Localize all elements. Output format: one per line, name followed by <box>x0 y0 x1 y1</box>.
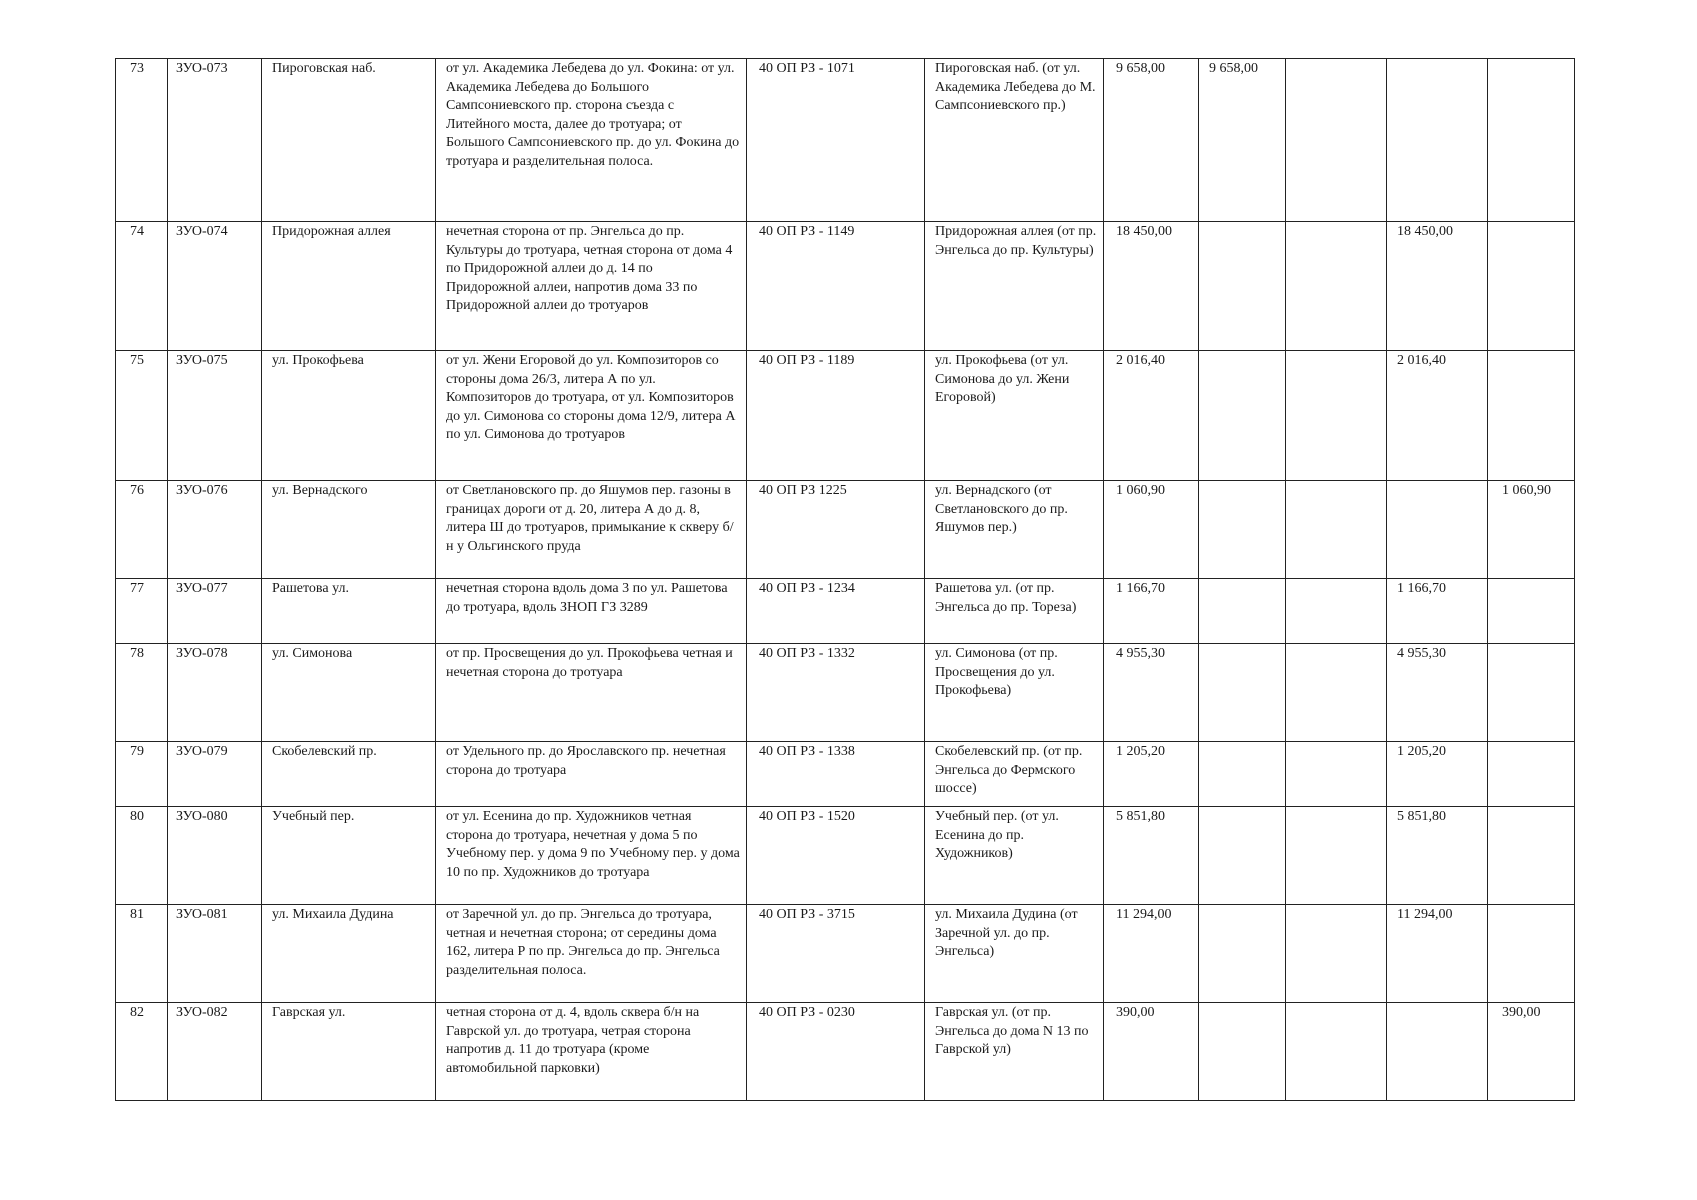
street-name: ул. Вернадского <box>262 481 436 579</box>
area-column-5 <box>1488 59 1575 222</box>
object-code: ЗУО-081 <box>168 905 262 1003</box>
road-section: Учебный пер. (от ул. Есенина до пр. Художников) <box>925 807 1104 905</box>
area-column-2 <box>1199 1003 1286 1101</box>
area-column-2 <box>1199 742 1286 807</box>
boundary-description: от ул. Есенина до пр. Художников четная сторона до тротуара, нечетная у дома 5 по Учебному пер. у дома 9 по Учебному пер. у дома 10 по пр. Художников до тротуара <box>436 807 747 905</box>
road-reference: 40 ОП РЗ - 1234 <box>747 579 925 644</box>
area-column-3 <box>1286 579 1387 644</box>
table-row <box>116 1003 1575 1101</box>
object-code: ЗУО-073 <box>168 59 262 222</box>
row-number: 76 <box>116 481 168 579</box>
table-row <box>116 59 1575 222</box>
row-number: 82 <box>116 1003 168 1101</box>
area-column-3 <box>1286 222 1387 351</box>
object-code: ЗУО-076 <box>168 481 262 579</box>
area-total: 4 955,30 <box>1104 644 1199 742</box>
street-name: ул. Симонова <box>262 644 436 742</box>
road-section: ул. Вернадского (от Светлановского до пр. Яшумов пер.) <box>925 481 1104 579</box>
area-total: 9 658,00 <box>1104 59 1199 222</box>
area-column-4 <box>1387 481 1488 579</box>
area-column-5: 390,00 <box>1488 1003 1575 1101</box>
object-code: ЗУО-075 <box>168 351 262 481</box>
road-reference: 40 ОП РЗ 1225 <box>747 481 925 579</box>
area-column-5 <box>1488 579 1575 644</box>
object-code: ЗУО-080 <box>168 807 262 905</box>
table-row <box>116 905 1575 1003</box>
area-column-4: 5 851,80 <box>1387 807 1488 905</box>
area-column-2 <box>1199 579 1286 644</box>
street-name: Учебный пер. <box>262 807 436 905</box>
area-column-2 <box>1199 807 1286 905</box>
area-column-2 <box>1199 351 1286 481</box>
boundary-description: четная сторона от д. 4, вдоль сквера б/н на Гаврской ул. до тротуара, четрая сторона напротив д. 11 до тротуара (кроме автомобильной парковки) <box>436 1003 747 1101</box>
area-column-5 <box>1488 222 1575 351</box>
area-total: 2 016,40 <box>1104 351 1199 481</box>
row-number: 79 <box>116 742 168 807</box>
area-column-2 <box>1199 222 1286 351</box>
area-column-4: 1 166,70 <box>1387 579 1488 644</box>
row-number: 74 <box>116 222 168 351</box>
area-column-3 <box>1286 481 1387 579</box>
area-column-4 <box>1387 59 1488 222</box>
road-reference: 40 ОП РЗ - 0230 <box>747 1003 925 1101</box>
area-column-2: 9 658,00 <box>1199 59 1286 222</box>
object-code: ЗУО-074 <box>168 222 262 351</box>
area-column-4: 4 955,30 <box>1387 644 1488 742</box>
object-code: ЗУО-079 <box>168 742 262 807</box>
area-column-4: 2 016,40 <box>1387 351 1488 481</box>
boundary-description: от Светлановского пр. до Яшумов пер. газоны в границах дороги от д. 20, литера А до д. 8, литера Ш до тротуаров, примыкание к скверу б/н у Ольгинского пруда <box>436 481 747 579</box>
road-section: Скобелевский пр. (от пр. Энгельса до Фермского шоссе) <box>925 742 1104 807</box>
area-total: 1 205,20 <box>1104 742 1199 807</box>
road-reference: 40 ОП РЗ - 1332 <box>747 644 925 742</box>
street-name: Пироговская наб. <box>262 59 436 222</box>
street-name: ул. Прокофьева <box>262 351 436 481</box>
boundary-description: нечетная сторона вдоль дома 3 по ул. Рашетова до тротуара, вдоль ЗНОП ГЗ 3289 <box>436 579 747 644</box>
area-column-4 <box>1387 1003 1488 1101</box>
row-number: 80 <box>116 807 168 905</box>
area-total: 5 851,80 <box>1104 807 1199 905</box>
area-total: 1 060,90 <box>1104 481 1199 579</box>
street-name: Скобелевский пр. <box>262 742 436 807</box>
object-code: ЗУО-078 <box>168 644 262 742</box>
area-column-3 <box>1286 807 1387 905</box>
table-row <box>116 807 1575 905</box>
area-column-5 <box>1488 807 1575 905</box>
area-column-5 <box>1488 351 1575 481</box>
road-reference: 40 ОП РЗ - 1338 <box>747 742 925 807</box>
table-row <box>116 481 1575 579</box>
road-reference: 40 ОП РЗ - 1071 <box>747 59 925 222</box>
area-column-2 <box>1199 644 1286 742</box>
area-total: 1 166,70 <box>1104 579 1199 644</box>
road-section: ул. Прокофьева (от ул. Симонова до ул. Жени Егоровой) <box>925 351 1104 481</box>
area-column-5 <box>1488 644 1575 742</box>
street-name: Придорожная аллея <box>262 222 436 351</box>
green-zones-register-table <box>115 58 1575 1101</box>
area-column-2 <box>1199 905 1286 1003</box>
area-total: 390,00 <box>1104 1003 1199 1101</box>
road-reference: 40 ОП РЗ - 1189 <box>747 351 925 481</box>
road-section: Придорожная аллея (от пр. Энгельса до пр. Культуры) <box>925 222 1104 351</box>
road-section: ул. Симонова (от пр. Просвещения до ул. Прокофьева) <box>925 644 1104 742</box>
area-column-3 <box>1286 905 1387 1003</box>
area-column-4: 1 205,20 <box>1387 742 1488 807</box>
table-row <box>116 742 1575 807</box>
boundary-description: от пр. Просвещения до ул. Прокофьева четная и нечетная сторона до тротуара <box>436 644 747 742</box>
area-column-4: 18 450,00 <box>1387 222 1488 351</box>
road-section: Рашетова ул. (от пр. Энгельса до пр. Тореза) <box>925 579 1104 644</box>
row-number: 78 <box>116 644 168 742</box>
boundary-description: нечетная сторона от пр. Энгельса до пр. Культуры до тротуара, четная сторона от дома 4 по Придорожной аллеи до д. 14 по Придорожной аллеи, напротив дома 33 по Придорожной аллеи до тротуаров <box>436 222 747 351</box>
area-column-5 <box>1488 742 1575 807</box>
row-number: 81 <box>116 905 168 1003</box>
road-section: Пироговская наб. (от ул. Академика Лебедева до М. Сампсониевского пр.) <box>925 59 1104 222</box>
area-column-5 <box>1488 905 1575 1003</box>
road-reference: 40 ОП РЗ - 3715 <box>747 905 925 1003</box>
table-body <box>116 59 1575 1101</box>
area-column-3 <box>1286 644 1387 742</box>
boundary-description: от ул. Жени Егоровой до ул. Композиторов со стороны дома 26/3, литера А по ул. Композиторов до тротуара, от ул. Композиторов до ул. Симонова со стороны дома 12/9, литера А по ул. Симонова до тротуаров <box>436 351 747 481</box>
road-reference: 40 ОП РЗ - 1149 <box>747 222 925 351</box>
row-number: 77 <box>116 579 168 644</box>
table-row <box>116 351 1575 481</box>
road-section: Гаврская ул. (от пр. Энгельса до дома N 13 по Гаврской ул) <box>925 1003 1104 1101</box>
area-column-3 <box>1286 351 1387 481</box>
road-section: ул. Михаила Дудина (от Заречной ул. до пр. Энгельса) <box>925 905 1104 1003</box>
object-code: ЗУО-082 <box>168 1003 262 1101</box>
area-total: 11 294,00 <box>1104 905 1199 1003</box>
area-column-3 <box>1286 742 1387 807</box>
table-row <box>116 222 1575 351</box>
street-name: Рашетова ул. <box>262 579 436 644</box>
row-number: 73 <box>116 59 168 222</box>
area-total: 18 450,00 <box>1104 222 1199 351</box>
street-name: ул. Михаила Дудина <box>262 905 436 1003</box>
area-column-3 <box>1286 59 1387 222</box>
boundary-description: от Заречной ул. до пр. Энгельса до тротуара, четная и нечетная сторона; от середины дома 162, литера Р по пр. Энгельса до пр. Энгельса разделительная полоса. <box>436 905 747 1003</box>
table-row <box>116 644 1575 742</box>
table-row <box>116 579 1575 644</box>
area-column-5: 1 060,90 <box>1488 481 1575 579</box>
road-reference: 40 ОП РЗ - 1520 <box>747 807 925 905</box>
boundary-description: от ул. Академика Лебедева до ул. Фокина: от ул. Академика Лебедева до Большого Сампсониевского пр. сторона съезда с Литейного моста, далее до тротуара; от Большого Сампсониевского пр. до ул. Фокина до тротуара и разделительная полоса. <box>436 59 747 222</box>
area-column-4: 11 294,00 <box>1387 905 1488 1003</box>
area-column-3 <box>1286 1003 1387 1101</box>
row-number: 75 <box>116 351 168 481</box>
boundary-description: от Удельного пр. до Ярославского пр. нечетная сторона до тротуара <box>436 742 747 807</box>
street-name: Гаврская ул. <box>262 1003 436 1101</box>
object-code: ЗУО-077 <box>168 579 262 644</box>
area-column-2 <box>1199 481 1286 579</box>
